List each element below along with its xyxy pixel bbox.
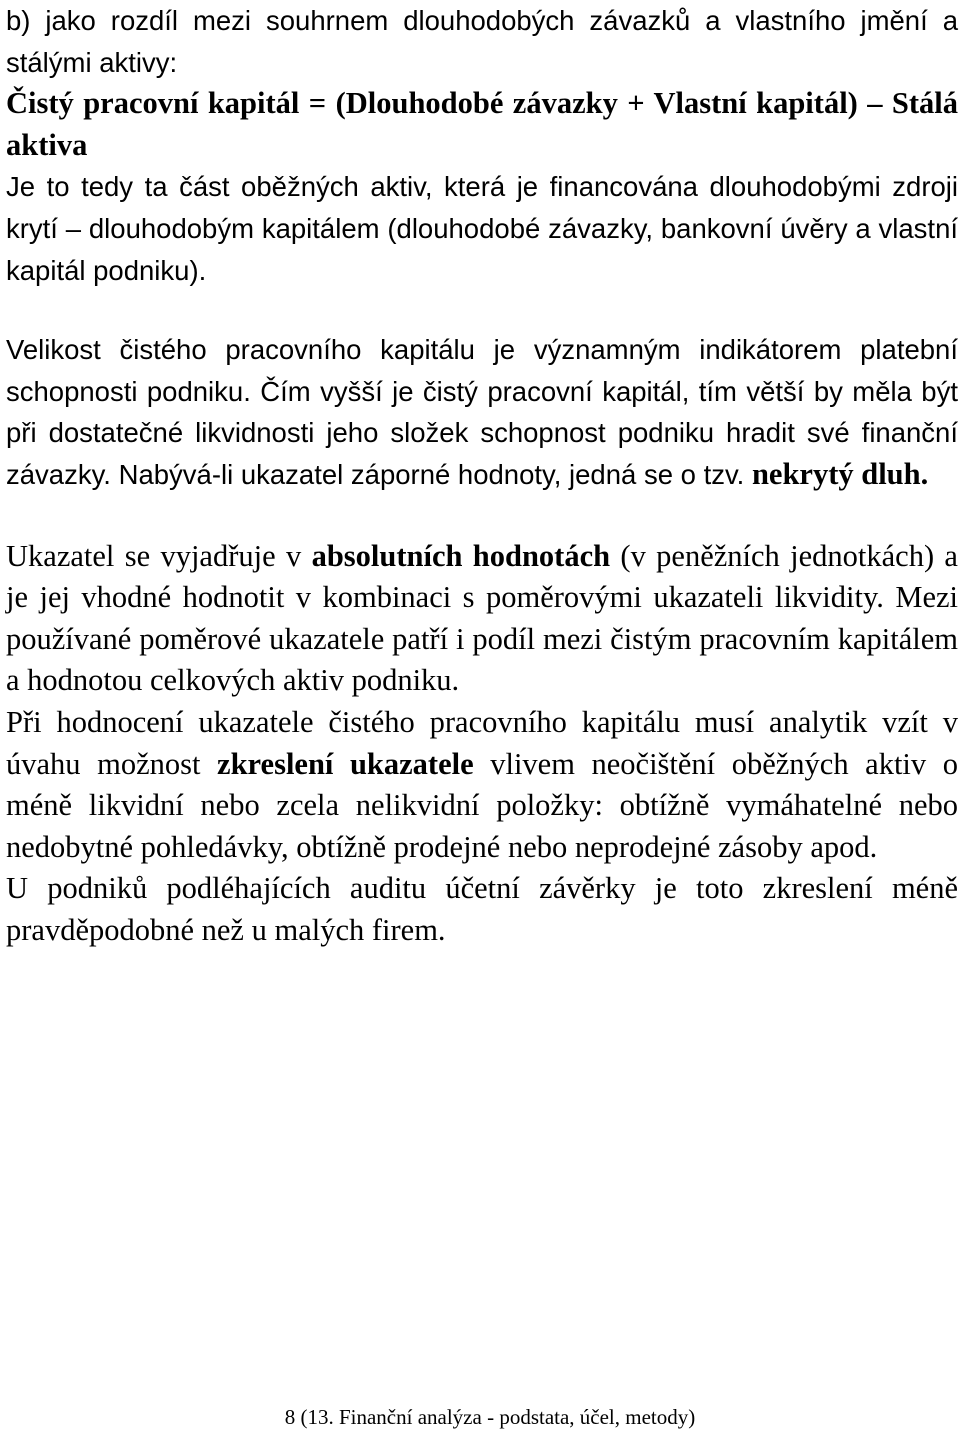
absolute-before: Ukazatel se vyjadřuje v [6,538,312,573]
indicator-paragraph [6,329,958,495]
absolute-after: (v peněžních jednotkách) a je jej vhodné hodnotit v kombinaci s poměrovými ukazateli likvidity. Mezi používané poměrové ukazatele patří i podíl mezi čistým pracovním kapitálem a hodnotou celkových aktiv podniku. [6,538,958,698]
spacer [6,496,958,536]
absolute-values-paragraph [6,536,958,702]
explanation-paragraph: Je to tedy ta část oběžných aktiv, která je financována dlouhodobými zdroji krytí – dlouhodobým kapitálem (dlouhodobé závazky, bankovní úvěry a vlastní kapitál podniku). [6,171,958,286]
formula-line: Čistý pracovní kapitál = (Dlouhodobé závazky + Vlastní kapitál) – Stálá aktiva [6,86,958,162]
spacer [6,291,958,329]
distortion-term: zkreslení ukazatele [217,746,474,781]
intro-line: b) jako rozdíl mezi souhrnem dlouhodobých závazků a vlastního jmění a stálými aktivy: [6,5,958,78]
page-footer: 8 (13. Finanční analýza - podstata, účel, metody) [284,1405,696,1429]
distortion-after: vlivem neočištění oběžných aktiv o méně likvidní nebo zcela nelikvidní položky: obtížně vymáhatelné nebo nedobytné pohledávky, obtížně prodejné nebo neprodejné zásoby apod. [6,746,958,864]
distortion-before: Při hodnocení ukazatele čistého pracovního kapitálu musí analytik vzít v úvahu možnost [6,704,958,781]
uncovered-debt-term: nekrytý dluh. [751,456,929,491]
document-page [6,0,958,951]
indicator-text: Velikost čistého pracovního kapitálu je významným indikátorem platební schopnosti podniku. Čím vyšší je čistý pracovní kapitál, tím větší by měla být při dostatečné likvidnosti jeho složek schopnost podniku hradit své finanční závazky. Nabývá-li ukazatel záporné hodnoty, jedná se o tzv. [6,334,958,490]
audit-paragraph: U podniků podléhajících auditu účetní závěrky je toto zkreslení méně pravděpodobné než u malých firem. [6,871,958,947]
distortion-paragraph [6,702,958,868]
absolute-values-term: absolutních hodnotách [311,538,611,573]
